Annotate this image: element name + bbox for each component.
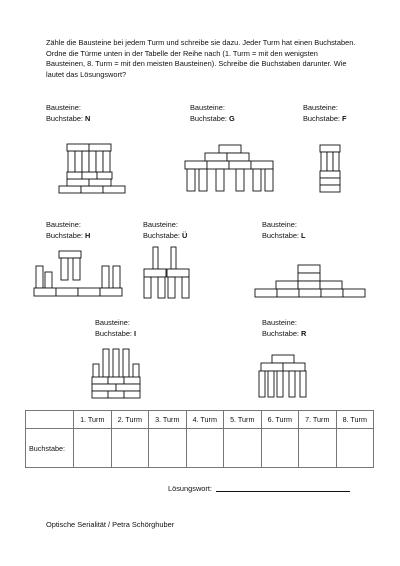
brick xyxy=(321,152,327,171)
brick xyxy=(93,364,99,378)
brick xyxy=(97,172,112,179)
answer-cell[interactable] xyxy=(186,429,224,468)
brick xyxy=(144,269,166,277)
brick xyxy=(320,281,342,289)
brick xyxy=(216,169,224,191)
bausteine-label: Bausteine: xyxy=(303,103,338,112)
brick xyxy=(113,266,120,288)
tower-label-f xyxy=(303,103,347,124)
buchstabe-label: Buchstabe: xyxy=(46,113,83,123)
bausteine-label: Bausteine: xyxy=(46,220,81,229)
solution-label: Lösungswort: xyxy=(168,484,212,493)
brick xyxy=(113,349,119,377)
brick xyxy=(82,151,89,172)
brick xyxy=(89,144,111,151)
tower-label-r xyxy=(262,318,306,339)
table-header-cell: 6. Turm xyxy=(261,411,299,429)
tower-label-l xyxy=(262,220,306,241)
brick xyxy=(227,153,249,161)
brick xyxy=(92,377,108,384)
bausteine-label: Bausteine: xyxy=(46,103,81,112)
tower-label-h xyxy=(46,220,90,241)
brick xyxy=(108,377,124,384)
brick xyxy=(298,265,320,273)
brick xyxy=(299,289,321,297)
brick xyxy=(253,169,261,191)
brick xyxy=(277,289,299,297)
brick xyxy=(272,355,294,363)
tower-letter: L xyxy=(301,230,306,240)
brick xyxy=(59,186,81,193)
brick xyxy=(320,171,340,178)
brick xyxy=(219,145,241,153)
table-header-cell: 1. Turm xyxy=(74,411,112,429)
brick xyxy=(82,172,97,179)
bausteine-label: Bausteine: xyxy=(143,220,178,229)
brick xyxy=(320,145,340,152)
tower-letter: R xyxy=(301,328,307,338)
footer-credit: Optische Serialität / Petra Schörghuber xyxy=(46,520,175,529)
brick xyxy=(92,384,116,391)
brick xyxy=(171,247,176,269)
buchstabe-label: Buchstabe: xyxy=(262,230,299,240)
answer-cell[interactable] xyxy=(224,429,262,468)
brick xyxy=(298,273,320,281)
buchstabe-label: Buchstabe: xyxy=(143,230,180,240)
brick xyxy=(108,391,124,398)
tower-label-i xyxy=(95,318,136,339)
tower-n-drawing xyxy=(58,143,126,195)
brick xyxy=(103,186,125,193)
brick xyxy=(59,251,81,258)
tower-letter: H xyxy=(85,230,91,240)
brick xyxy=(103,349,109,377)
tower-h-drawing xyxy=(33,250,125,298)
brick xyxy=(236,169,244,191)
brick xyxy=(167,269,189,277)
instructions: Zähle die Bausteine bei jedem Turm und schreibe sie dazu. Jeder Turm hat einen Buchstaben. Ordne die Türme unten in der Tabelle der Reihe nach (1. Turm = mit den wenigsten Bausteinen, 8. Turm = mit den meisten Bausteinen). Schreibe die Buchstaben darunter. Wie lautet das Lösungswort? xyxy=(46,38,356,79)
brick xyxy=(320,185,340,192)
brick xyxy=(251,161,273,169)
brick xyxy=(255,289,277,297)
brick xyxy=(327,152,333,171)
brick xyxy=(268,371,274,397)
table-header-cell: 2. Turm xyxy=(111,411,149,429)
answer-cell[interactable] xyxy=(261,429,299,468)
brick xyxy=(124,391,140,398)
tower-i-drawing xyxy=(91,348,141,400)
brick xyxy=(133,364,139,378)
brick xyxy=(277,371,283,397)
solution-word xyxy=(168,484,350,493)
table-header-cell: 3. Turm xyxy=(149,411,187,429)
row-label: Buchstabe: xyxy=(26,429,74,468)
bausteine-label: Bausteine: xyxy=(262,318,297,327)
bausteine-label: Bausteine: xyxy=(262,220,297,229)
brick xyxy=(56,288,78,296)
brick xyxy=(265,169,273,191)
brick xyxy=(116,384,140,391)
brick xyxy=(300,371,306,397)
brick xyxy=(67,172,82,179)
brick xyxy=(124,377,140,384)
tower-g-drawing xyxy=(184,144,280,194)
answer-cell[interactable] xyxy=(336,429,374,468)
brick xyxy=(289,371,295,397)
brick xyxy=(100,288,122,296)
brick xyxy=(229,161,251,169)
brick xyxy=(298,281,320,289)
table-header-cell: 7. Turm xyxy=(299,411,337,429)
brick xyxy=(168,277,175,298)
buchstabe-label: Buchstabe: xyxy=(303,113,340,123)
brick xyxy=(158,277,165,298)
brick xyxy=(89,151,96,172)
answer-cell[interactable] xyxy=(299,429,337,468)
brick xyxy=(67,179,89,186)
brick xyxy=(261,363,283,371)
brick xyxy=(182,277,189,298)
brick xyxy=(61,258,68,280)
buchstabe-label: Buchstabe: xyxy=(95,328,132,338)
brick xyxy=(34,288,56,296)
brick xyxy=(102,266,109,288)
answer-cell[interactable] xyxy=(74,429,112,468)
table-header-row xyxy=(26,411,374,429)
tower-label-ue xyxy=(143,220,187,241)
brick xyxy=(283,363,305,371)
brick xyxy=(144,277,151,298)
table-corner-cell xyxy=(26,411,74,429)
brick xyxy=(207,161,229,169)
brick xyxy=(185,161,207,169)
brick xyxy=(36,266,43,288)
table-header-cell: 4. Turm xyxy=(186,411,224,429)
answer-table xyxy=(25,410,374,468)
tower-letter: I xyxy=(134,328,137,338)
brick xyxy=(78,288,100,296)
answer-cell[interactable] xyxy=(149,429,187,468)
buchstabe-label: Buchstabe: xyxy=(190,113,227,123)
brick xyxy=(205,153,227,161)
brick xyxy=(259,371,265,397)
brick xyxy=(68,151,75,172)
tower-label-n xyxy=(46,103,90,124)
brick xyxy=(96,151,103,172)
brick xyxy=(81,186,103,193)
tower-l-drawing xyxy=(254,264,366,298)
bausteine-label: Bausteine: xyxy=(95,318,130,327)
brick xyxy=(187,169,195,191)
brick xyxy=(73,258,80,280)
brick xyxy=(321,289,343,297)
brick xyxy=(123,349,129,377)
table-header-cell: 8. Turm xyxy=(336,411,374,429)
brick xyxy=(343,289,365,297)
brick xyxy=(333,152,339,171)
tower-f-drawing xyxy=(319,144,341,194)
table-header-cell: 5. Turm xyxy=(224,411,262,429)
table-row xyxy=(26,429,374,468)
bausteine-label: Bausteine: xyxy=(190,103,225,112)
tower-r-drawing xyxy=(255,354,311,400)
brick xyxy=(276,281,298,289)
brick xyxy=(199,169,207,191)
buchstabe-label: Buchstabe: xyxy=(46,230,83,240)
solution-answer-line[interactable] xyxy=(216,491,350,492)
tower-ue-drawing xyxy=(141,246,193,300)
brick xyxy=(320,178,340,185)
brick xyxy=(75,151,82,172)
brick xyxy=(45,272,52,288)
answer-cell[interactable] xyxy=(111,429,149,468)
tower-letter: G xyxy=(229,113,235,123)
brick xyxy=(89,179,111,186)
buchstabe-label: Buchstabe: xyxy=(262,328,299,338)
tower-letter: F xyxy=(342,113,347,123)
brick xyxy=(92,391,108,398)
brick xyxy=(67,144,89,151)
brick xyxy=(103,151,110,172)
tower-letter: N xyxy=(85,113,91,123)
brick xyxy=(153,247,158,269)
tower-label-g xyxy=(190,103,235,124)
tower-letter: Ü xyxy=(182,230,188,240)
